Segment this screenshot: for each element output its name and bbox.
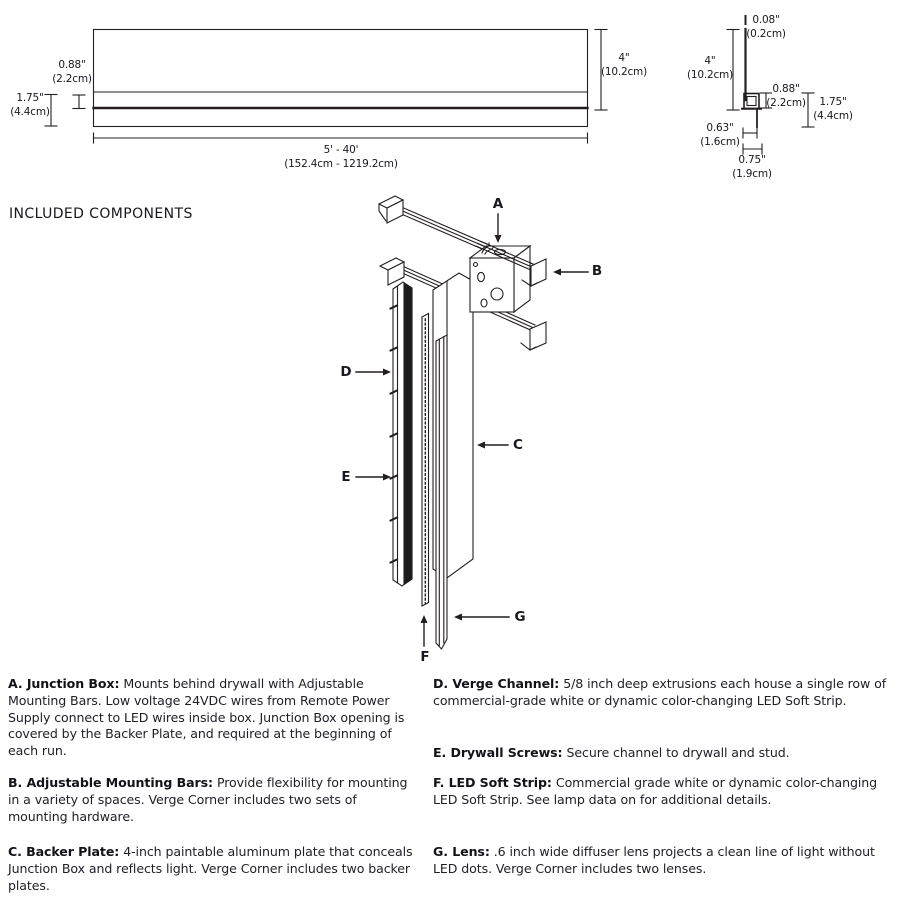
dim-profile-4: 4" (10.2cm) <box>687 55 733 81</box>
diagram-label-e: E <box>341 469 351 485</box>
diagram-label-c: C <box>513 437 523 453</box>
arrow-a <box>495 214 502 243</box>
component-desc-g-title: G. Lens: <box>433 844 490 859</box>
dim-side-4: 4" (10.2cm) <box>601 52 647 78</box>
verge-channel <box>391 282 413 586</box>
dim-profile-088: 0.88" (2.2cm) <box>766 83 806 109</box>
dim-profile-008: 0.08" (0.2cm) <box>746 14 786 40</box>
component-desc-a-title: A. Junction Box: <box>8 676 120 691</box>
dim-side-088: 0.88" (2.2cm) <box>52 59 92 85</box>
component-desc-b-text: Provide flexibility for mounting in a variety of spaces. Verge Corner includes two sets of mounting hardware. <box>8 775 408 824</box>
dim-profile-075: 0.75" (1.9cm) <box>732 154 772 180</box>
component-desc-a <box>8 676 416 760</box>
arrow-g <box>454 614 509 621</box>
dim-profile-063: 0.63" (1.6cm) <box>700 122 740 148</box>
diagram-label-a: A <box>492 196 504 212</box>
component-desc-c <box>8 844 416 894</box>
component-desc-f <box>433 775 891 809</box>
component-desc-c-title: C. Backer Plate: <box>8 844 120 859</box>
mounting-clip-mid-right <box>521 322 546 350</box>
included-components-heading: INCLUDED COMPONENTS <box>9 206 193 222</box>
component-desc-d-title: D. Verge Channel: <box>433 676 560 691</box>
arrow-c <box>477 442 508 449</box>
mounting-clip-top-left <box>379 196 403 223</box>
component-desc-a-text: Mounts behind drywall with Adjustable Mounting Bars. Low voltage 24VDC wires from Remote Power Supply connect to LED wires inside box. Junction Box opening is covered by the Backer Plate, and required at the beginning of each run. <box>8 676 405 759</box>
diagram-label-b: B <box>591 263 603 279</box>
component-desc-e <box>433 745 891 762</box>
dim-side-length: 5' - 40' (152.4cm - 1219.2cm) <box>284 144 398 170</box>
led-soft-strip <box>422 314 429 607</box>
side-view-drawing <box>45 30 607 144</box>
arrow-d <box>356 369 391 376</box>
component-desc-e-title: E. Drywall Screws: <box>433 745 563 760</box>
lens <box>436 335 447 649</box>
diagram-label-g: G <box>514 609 526 625</box>
arrow-b <box>553 269 588 276</box>
component-desc-b-title: B. Adjustable Mounting Bars: <box>8 775 213 790</box>
dim-profile-175: 1.75" (4.4cm) <box>813 96 853 122</box>
component-desc-b <box>8 775 416 825</box>
component-desc-d-text: 5/8 inch deep extrusions each house a single row of commercial-grade white or dynamic color-changing LED Soft Strip. <box>433 676 887 708</box>
component-desc-f-text: Commercial grade white or dynamic color-changing LED Soft Strip. See lamp data on for additional details. <box>433 775 878 807</box>
arrow-e <box>356 474 391 481</box>
component-desc-f-title: F. LED Soft Strip: <box>433 775 552 790</box>
component-desc-d <box>433 676 891 710</box>
mounting-clip-mid-left <box>380 258 404 285</box>
component-desc-e-text: Secure channel to drywall and stud. <box>566 745 790 760</box>
dim-side-175: 1.75" (4.4cm) <box>10 92 50 118</box>
diagram-label-d: D <box>340 364 352 380</box>
exploded-view-drawing <box>356 196 588 649</box>
component-desc-c-text: 4-inch paintable aluminum plate that conceals Junction Box and reflects light. Verge Corner includes two backer plates. <box>8 844 413 893</box>
diagram-label-f: F <box>420 649 430 665</box>
component-desc-g <box>433 844 891 878</box>
arrow-f <box>421 615 428 646</box>
component-desc-g-text: .6 inch wide diffuser lens projects a clean line of light without LED dots. Verge Corner includes two lenses. <box>433 844 875 876</box>
